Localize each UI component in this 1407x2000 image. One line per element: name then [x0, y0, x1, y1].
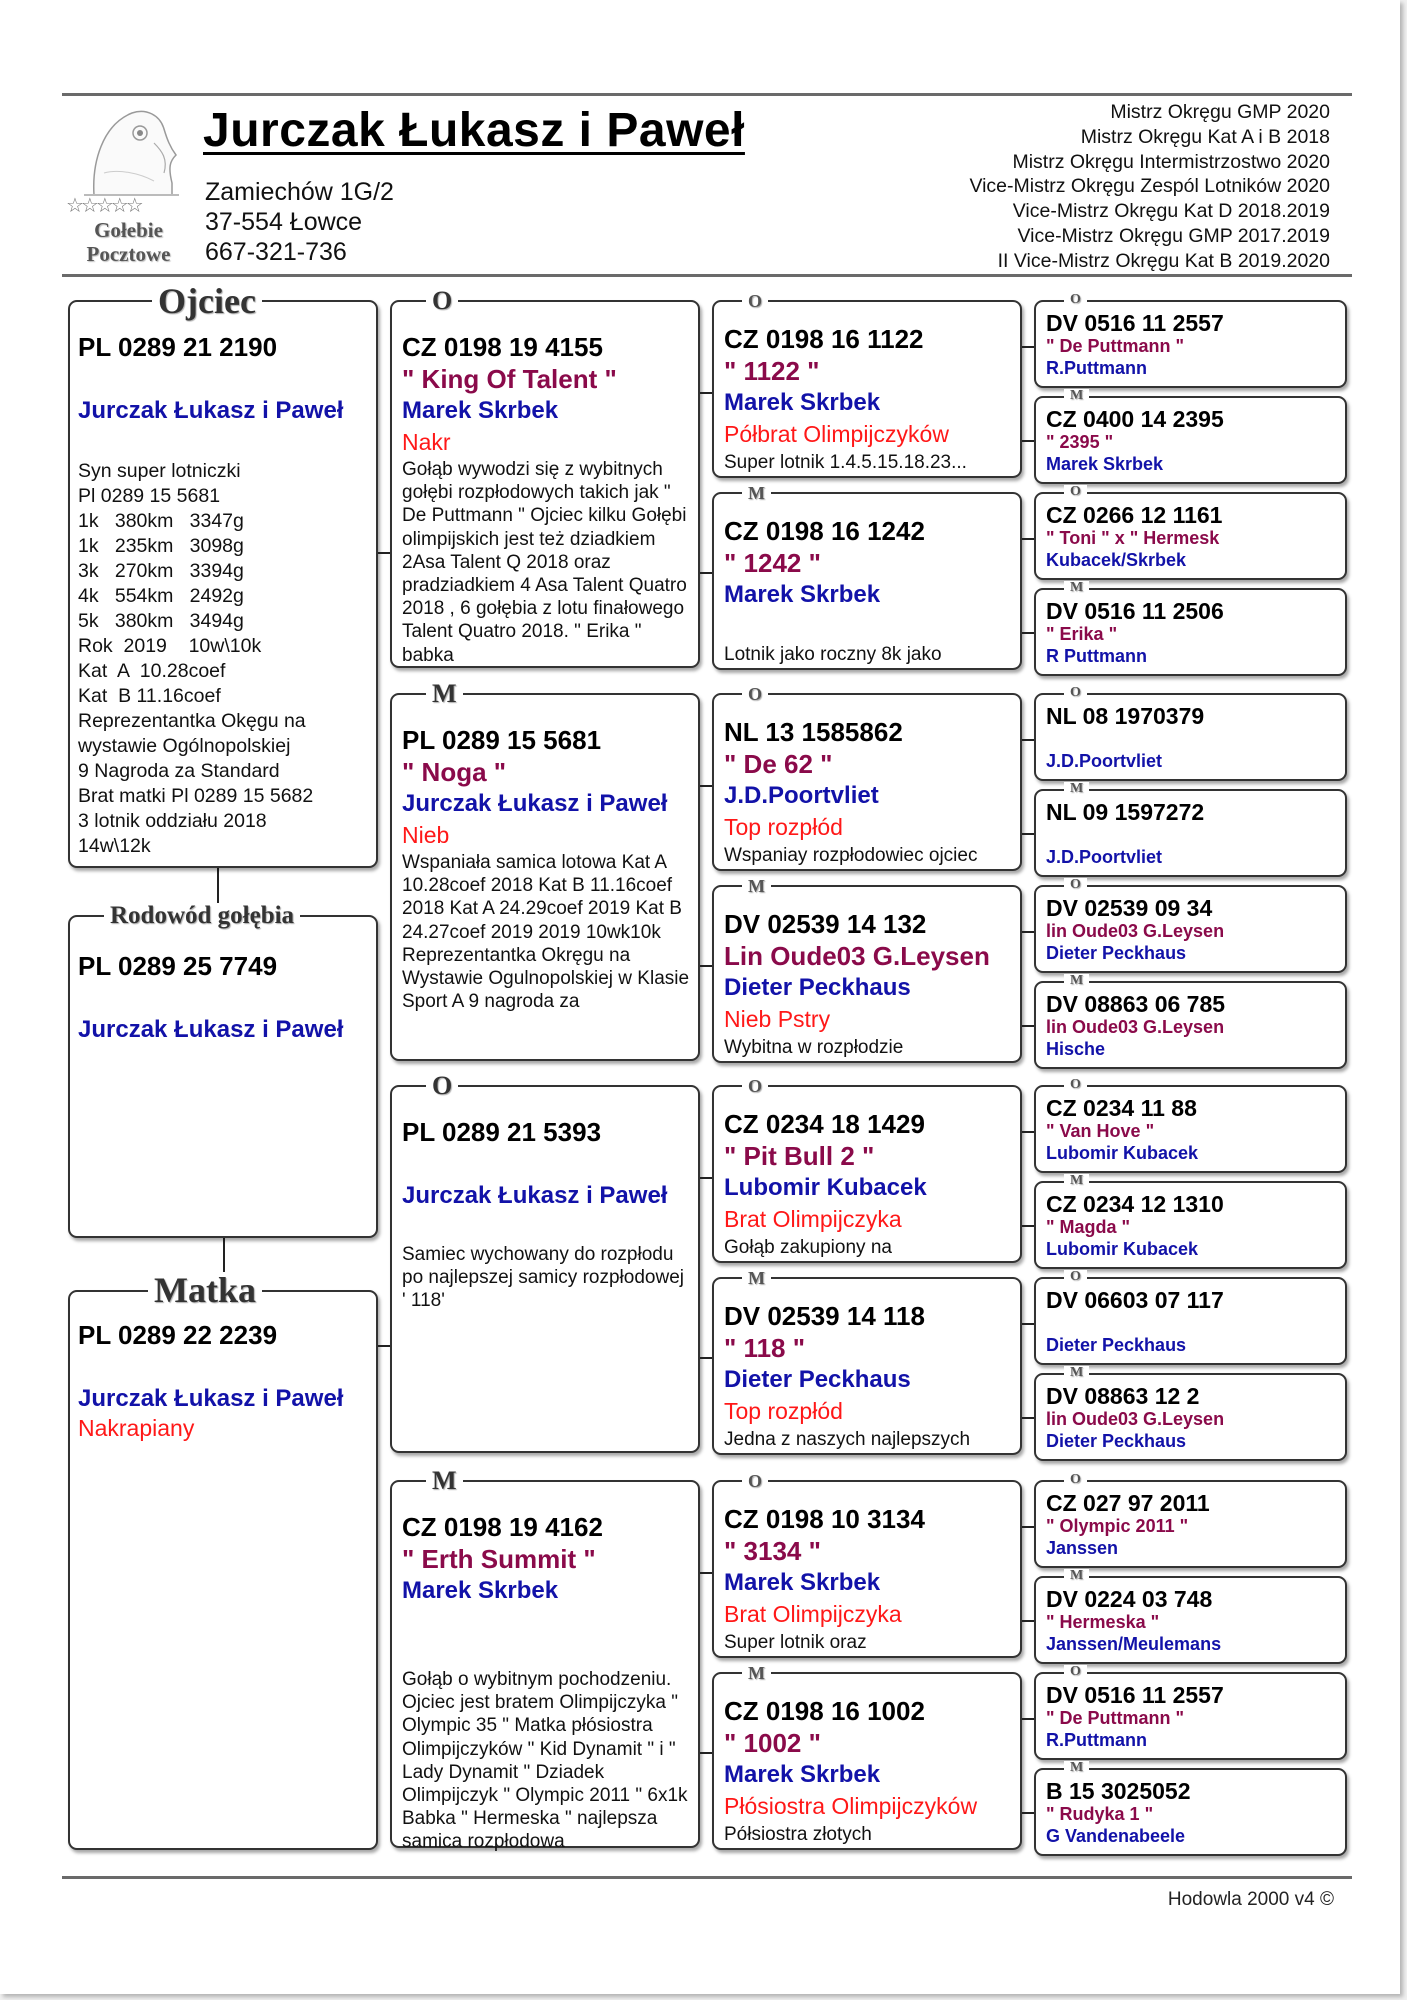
ring-number: DV 02539 14 118 — [724, 1301, 925, 1331]
pigeon-name: " 1002 " — [724, 1728, 821, 1758]
address-line2: 37-554 Łowce — [205, 208, 363, 236]
pigeon-name — [1046, 729, 1337, 750]
address-line1: Zamiechów 1G/2 — [205, 178, 394, 206]
color-text: Nieb Pstry — [724, 1006, 831, 1032]
grandparent-card[interactable] — [390, 1071, 700, 1453]
ring-number: NL 08 1970379 — [1046, 703, 1205, 729]
notes: Samiec wychowany do rozpłodu po najlepszej samicy rozpłodowej ' 118' — [402, 1244, 684, 1312]
notes: Wspaniay rozpłodowiec ojciec — [724, 845, 978, 866]
great-great-grandparent-card[interactable] — [1034, 877, 1347, 973]
pigeon-name: " De 62 " — [724, 749, 833, 779]
sex-label-male: O — [426, 1073, 458, 1099]
ring-number: CZ 0234 12 1310 — [1046, 1191, 1224, 1217]
pigeon-head-icon — [84, 103, 179, 198]
notes — [78, 459, 368, 859]
sex-label-female: M — [1064, 1366, 1089, 1380]
sex-label-female: M — [742, 1269, 771, 1287]
note-line: 3 lotnik oddziału 2018 — [78, 810, 267, 832]
owner: Jurczak Łukasz i Paweł — [402, 1182, 668, 1209]
sex-label-female: M — [426, 1468, 463, 1494]
owner: J.D.Poortvliet — [724, 782, 879, 809]
ring-number: CZ 0266 12 1161 — [1046, 502, 1223, 528]
sex-label-female: M — [1064, 1569, 1089, 1583]
ring-number: CZ 0400 14 2395 — [1046, 406, 1224, 432]
note-line: Pl 0289 15 5681 — [78, 485, 221, 507]
pigeon-name: " 2395 " — [1046, 432, 1114, 452]
ring-number: DV 08863 06 785 — [1046, 991, 1226, 1017]
owner: G Vandenabeele — [1046, 1826, 1186, 1846]
great-great-grandparent-card[interactable] — [1034, 1760, 1347, 1856]
pigeon-name: " Erth Summit " — [402, 1544, 596, 1574]
ring-number: DV 0516 11 2557 — [1046, 310, 1224, 336]
owner: Marek Skrbek — [724, 581, 881, 608]
pigeon-name — [1046, 1313, 1337, 1334]
sex-label-male: O — [742, 1472, 768, 1490]
achievement: Vice-Mistrz Okręgu Kat D 2018.2019 — [1012, 200, 1330, 223]
great-great-grandparent-card[interactable] — [1034, 1077, 1347, 1173]
ring-number: CZ 027 97 2011 — [1046, 1490, 1210, 1516]
pigeon-name — [1046, 825, 1337, 846]
great-great-grandparent-card[interactable] — [1034, 1269, 1347, 1365]
owner: R.Puttmann — [1046, 358, 1147, 378]
note-line: Syn super lotniczki — [78, 460, 241, 482]
connector-line — [1022, 1323, 1034, 1325]
connector-line — [700, 1357, 712, 1359]
notes: Super lotnik 1.4.5.15.18.23... — [724, 452, 967, 473]
pigeon-name: " 1242 " — [724, 548, 821, 578]
connector-line — [700, 965, 712, 967]
color-text — [724, 610, 1012, 642]
owner: Janssen/Meulemans — [1046, 1634, 1222, 1654]
connector-line — [1022, 1417, 1034, 1419]
color-text: Brat Olimpijczyka — [724, 1206, 902, 1232]
achievement: Vice-Mistrz Okręgu Zespól Lotników 2020 — [969, 175, 1330, 198]
great-grandparent-card[interactable] — [712, 1663, 1022, 1850]
great-great-grandparent-card[interactable] — [1034, 1173, 1347, 1269]
connector-line — [1022, 346, 1034, 348]
logo-text-line1: Gołebie — [94, 218, 163, 242]
ring-number: DV 0224 03 748 — [1046, 1586, 1213, 1612]
connector-line — [1022, 1131, 1034, 1133]
pigeon-name: " Pit Bull 2 " — [724, 1141, 875, 1171]
pigeon-name: " King Of Talent " — [402, 364, 617, 394]
father-label: Ojciec — [152, 283, 262, 319]
owner: Dieter Peckhaus — [724, 1366, 911, 1393]
note-line: Kat A 10.28coef — [78, 660, 226, 682]
pigeon-name: " Van Hove " — [1046, 1121, 1155, 1141]
great-grandparent-card[interactable] — [712, 1076, 1022, 1263]
owner: Jurczak Łukasz i Paweł — [78, 1385, 344, 1412]
owner: Marek Skrbek — [724, 1761, 881, 1788]
grandparent-card[interactable] — [390, 1466, 700, 1853]
sex-label-male: O — [1064, 686, 1087, 700]
owner: Marek Skrbek — [724, 1569, 881, 1596]
sex-label-female: M — [742, 877, 771, 895]
owner: Dieter Peckhaus — [1046, 1431, 1187, 1451]
sex-label-male: O — [1064, 878, 1087, 892]
great-great-grandparent-card[interactable] — [1034, 973, 1347, 1069]
father-card[interactable] — [68, 281, 378, 868]
connector-line — [700, 1752, 712, 1754]
great-great-grandparent-card[interactable] — [1034, 1365, 1347, 1461]
owner: R.Puttmann — [1046, 1730, 1147, 1750]
pigeon-name — [402, 1148, 690, 1181]
sex-label-male: O — [742, 1077, 768, 1095]
ring-number: PL 0289 21 5393 — [402, 1117, 602, 1147]
mother-label: Matka — [148, 1272, 262, 1308]
color-text: Nakr — [402, 429, 451, 455]
sex-label-female: M — [742, 1664, 771, 1682]
footer-text: Hodowla 2000 v4 © — [1167, 1889, 1334, 1910]
ring-number: CZ 0198 16 1242 — [724, 516, 925, 546]
pigeon-name: lin Oude03 G.Leysen — [1046, 1409, 1225, 1429]
connector-line — [1022, 1225, 1034, 1227]
owner: Dieter Peckhaus — [1046, 943, 1187, 963]
color-text: Nieb — [402, 822, 450, 848]
ring-number: CZ 0198 16 1002 — [724, 1696, 925, 1726]
breeder-name: Jurczak Łukasz i Paweł — [203, 104, 745, 157]
great-grandparent-card[interactable] — [712, 1471, 1022, 1658]
great-great-grandparent-card[interactable] — [1034, 781, 1347, 877]
footer-rule — [62, 1876, 1352, 1879]
connector-line — [1022, 1718, 1034, 1720]
color-text — [402, 1606, 690, 1668]
ring-number: DV 0516 11 2557 — [1046, 1682, 1224, 1708]
subject-label: Rodowód gołębia — [104, 903, 300, 928]
connector-line — [1022, 440, 1034, 442]
grandparent-card[interactable] — [390, 679, 700, 1061]
great-great-grandparent-card[interactable] — [1034, 1664, 1347, 1760]
connector-line — [378, 1345, 390, 1347]
great-great-grandparent-card[interactable] — [1034, 1472, 1347, 1568]
ring-number: PL 0289 22 2239 — [78, 1320, 278, 1350]
notes: Wspaniała samica lotowa Kat A 10.28coef 2018 Kat B 11.16coef 2018 Kat A 24.29coef 2019 Kat B 24.27coef 2019 2019 10wk10k Reprezentantka Okręgu na Wystawie Ogulnopolskiej w Klasie Sport A 9 nagroda za — [402, 852, 690, 1013]
header-top-rule — [62, 93, 1352, 96]
grandparent-card[interactable] — [390, 286, 700, 668]
connector-line — [1022, 739, 1034, 741]
sex-label-female: M — [1064, 389, 1089, 403]
owner: Jurczak Łukasz i Paweł — [402, 790, 668, 817]
pigeon-name: " 1122 " — [724, 356, 820, 386]
achievement: II Vice-Mistrz Okręgu Kat B 2019.2020 — [997, 249, 1330, 272]
note-line: Brat matki Pl 0289 15 5682 — [78, 785, 314, 807]
ring-number: DV 02539 09 34 — [1046, 895, 1213, 921]
note-line: 9 Nagroda za Standard — [78, 760, 280, 782]
pigeon-name: " De Puttmann " — [1046, 336, 1185, 356]
pigeon-name: " 118 " — [724, 1333, 806, 1363]
owner: J.D.Poortvliet — [1046, 751, 1163, 771]
notes: Gołąb o wybitnym pochodzeniu. Ojciec jest bratem Olimpijczyka " Olympic 35 " Matka płósiostra Olimpijczyków " Kid Dynamit " i " Lady Dynamit " Dziadek Olimpijczyk " Olympic 2011 " 6x1k Babka " Hermeska " najlepsza samica rozpłodowa — [402, 1669, 688, 1853]
connector-line — [378, 552, 390, 554]
connector-line — [700, 392, 712, 394]
connector-line — [700, 785, 712, 787]
sex-label-male: O — [1064, 1078, 1087, 1092]
ring-number: DV 0516 11 2506 — [1046, 598, 1224, 624]
logo — [66, 103, 191, 268]
ring-number: DV 06603 07 117 — [1046, 1287, 1224, 1313]
ring-number: NL 13 1585862 — [724, 717, 903, 747]
sex-label-female: M — [742, 484, 771, 502]
ring-number: DV 02539 14 132 — [724, 909, 927, 939]
owner: Lubomir Kubacek — [1046, 1143, 1199, 1163]
connector-line — [1022, 1025, 1034, 1027]
notes: Lotnik jako roczny 8k jako — [724, 644, 942, 665]
logo-stars: ☆☆☆☆☆ — [66, 193, 141, 217]
sex-label-female: M — [1064, 1174, 1089, 1188]
note-line: 4k 554km 2492g — [78, 585, 244, 607]
note-line: 5k 380km 3494g — [78, 610, 244, 632]
phone: 667-321-736 — [205, 238, 347, 266]
owner: Marek Skrbek — [402, 1577, 559, 1604]
header-bottom-rule — [62, 274, 1352, 277]
color-text: Brat Olimpijczyka — [724, 1601, 902, 1627]
achievements-list — [969, 100, 1330, 274]
connector-line — [1022, 833, 1034, 835]
note-line: 1k 380km 3347g — [78, 510, 244, 532]
logo-text-line2: Pocztowe — [86, 242, 171, 266]
color-text: Top rozpłód — [724, 814, 843, 840]
sex-label-female: M — [1064, 581, 1089, 595]
ring-number: CZ 0234 11 88 — [1046, 1095, 1197, 1121]
pigeon-name: lin Oude03 G.Leysen — [1046, 1017, 1225, 1037]
achievement: Mistrz Okręgu GMP 2020 — [1110, 101, 1330, 123]
sex-label-female: M — [1064, 974, 1089, 988]
achievement: Mistrz Okręgu Kat A i B 2018 — [1080, 125, 1330, 148]
connector-line — [1022, 1526, 1034, 1528]
pigeon-name: Lin Oude03 G.Leysen — [724, 941, 990, 971]
owner: J.D.Poortvliet — [1046, 847, 1163, 867]
owner: Marek Skrbek — [724, 389, 881, 416]
ring-number: NL 09 1597272 — [1046, 799, 1205, 825]
great-great-grandparent-card[interactable] — [1034, 292, 1347, 388]
achievement: Mistrz Okręgu Intermistrzostwo 2020 — [1012, 150, 1330, 173]
notes: Gołąb wywodzi się z wybitnych gołębi rozpłodowych takich jak " De Puttmann " Ojciec kilku Gołębi olimpijskich jest też dziadkiem 2Asa Talent Q 2018 oraz pradziadkiem 4 Asa Talent Quatro 2018 , 6 gołębia z lotu finałowego Talent Quatro 2018. " Erika " babka — [402, 459, 687, 666]
ring-number: B 15 3025052 — [1046, 1778, 1191, 1804]
pigeon-name: " Erika " — [1046, 624, 1118, 644]
connector-line — [1022, 632, 1034, 634]
connector-line — [700, 572, 712, 574]
ring-number: PL 0289 25 7749 — [78, 951, 278, 981]
ring-number: CZ 0198 16 1122 — [724, 324, 924, 354]
sex-label-male: O — [1064, 485, 1087, 499]
note-line: Reprezentantka Okęgu na — [78, 710, 306, 732]
great-great-grandparent-card[interactable] — [1034, 1568, 1347, 1664]
owner: Dieter Peckhaus — [1046, 1335, 1187, 1355]
notes: Wybitna w rozpłodzie — [724, 1037, 904, 1058]
pigeon-name: " 3134 " — [724, 1536, 821, 1566]
pigeon-name: lin Oude03 G.Leysen — [1046, 921, 1225, 941]
owner: Lubomir Kubacek — [724, 1174, 927, 1201]
ring-number: DV 08863 12 2 — [1046, 1383, 1200, 1409]
great-great-grandparent-card[interactable] — [1034, 388, 1347, 484]
connector-line — [1022, 538, 1034, 540]
pigeon-name: " De Puttmann " — [1046, 1708, 1185, 1728]
note-line: wystawie Ogólnopolskiej — [78, 735, 291, 757]
sex-label-male: O — [1064, 1270, 1087, 1284]
ring-number: CZ 0234 18 1429 — [724, 1109, 925, 1139]
ring-number: CZ 0198 19 4162 — [402, 1512, 603, 1542]
great-great-grandparent-card[interactable] — [1034, 484, 1347, 580]
pigeon-name: " Olympic 2011 " — [1046, 1516, 1189, 1536]
owner: Marek Skrbek — [402, 397, 559, 424]
owner: Dieter Peckhaus — [724, 974, 911, 1001]
notes: Super lotnik oraz — [724, 1632, 867, 1653]
pigeon-name: " Toni " x " Hermesk — [1046, 528, 1220, 548]
note-line: Kat B 11.16coef — [78, 685, 221, 707]
sex-label-male: O — [1064, 293, 1087, 307]
great-grandparent-card[interactable] — [712, 876, 1022, 1063]
great-grandparent-card[interactable] — [712, 483, 1022, 670]
connector-line — [1022, 1812, 1034, 1814]
owner: Janssen — [1046, 1538, 1119, 1558]
note-line: 3k 270km 3394g — [78, 560, 244, 582]
sex-label-male: O — [742, 685, 768, 703]
owner: Jurczak Łukasz i Paweł — [78, 1016, 344, 1043]
great-grandparent-card[interactable] — [712, 291, 1022, 478]
pigeon-name: " Hermeska " — [1046, 1612, 1160, 1632]
pigeon-name: " Noga " — [402, 757, 507, 787]
color-text — [402, 1211, 690, 1243]
notes: Półsiostra złotych — [724, 1824, 872, 1845]
sex-label-female: M — [426, 681, 463, 707]
sex-label-male: O — [426, 288, 458, 314]
sex-label-female: M — [1064, 782, 1089, 796]
notes: Gołąb zakupiony na — [724, 1237, 892, 1258]
achievement: Vice-Mistrz Okręgu GMP 2017.2019 — [1017, 224, 1330, 247]
owner: R Puttmann — [1046, 646, 1147, 666]
owner: Kubacek/Skrbek — [1046, 550, 1187, 570]
mother-card[interactable] — [68, 1270, 378, 1850]
note-line: 1k 235km 3098g — [78, 535, 244, 557]
ring-number: PL 0289 15 5681 — [402, 725, 602, 755]
connector-line — [1022, 931, 1034, 933]
pigeon-name: " Magda " — [1046, 1217, 1131, 1237]
sex-label-female: M — [1064, 1761, 1089, 1775]
ring-number: CZ 0198 19 4155 — [402, 332, 603, 362]
ring-number: PL 0289 21 2190 — [78, 332, 278, 362]
owner: Lubomir Kubacek — [1046, 1239, 1199, 1259]
sex-label-male: O — [1064, 1473, 1087, 1487]
connector-line — [700, 1177, 712, 1179]
owner: Hische — [1046, 1039, 1106, 1059]
note-line: Rok 2019 10w\10k — [78, 635, 262, 657]
notes: Jedna z naszych najlepszych — [724, 1429, 971, 1450]
great-great-grandparent-card[interactable] — [1034, 580, 1347, 676]
great-grandparent-card[interactable] — [712, 684, 1022, 871]
sex-label-male: O — [742, 292, 768, 310]
great-great-grandparent-card[interactable] — [1034, 685, 1347, 781]
color-text: Top rozpłód — [724, 1398, 843, 1424]
connector-line — [700, 1572, 712, 1574]
connector-line — [1022, 1620, 1034, 1622]
great-grandparent-card[interactable] — [712, 1268, 1022, 1455]
color-text: Płósiostra Olimpijczyków — [724, 1793, 978, 1819]
color-text: Półbrat Olimpijczyków — [724, 421, 949, 447]
owner: Marek Skrbek — [1046, 454, 1164, 474]
pigeon-name: " Rudyka 1 " — [1046, 1804, 1154, 1824]
owner: Jurczak Łukasz i Paweł — [78, 397, 344, 424]
ring-number: CZ 0198 10 3134 — [724, 1504, 925, 1534]
note-line: 14w\12k — [78, 835, 151, 857]
color-text: Nakrapiany — [78, 1415, 195, 1441]
subject-card[interactable] — [68, 902, 378, 1238]
sex-label-male: O — [1064, 1665, 1087, 1679]
